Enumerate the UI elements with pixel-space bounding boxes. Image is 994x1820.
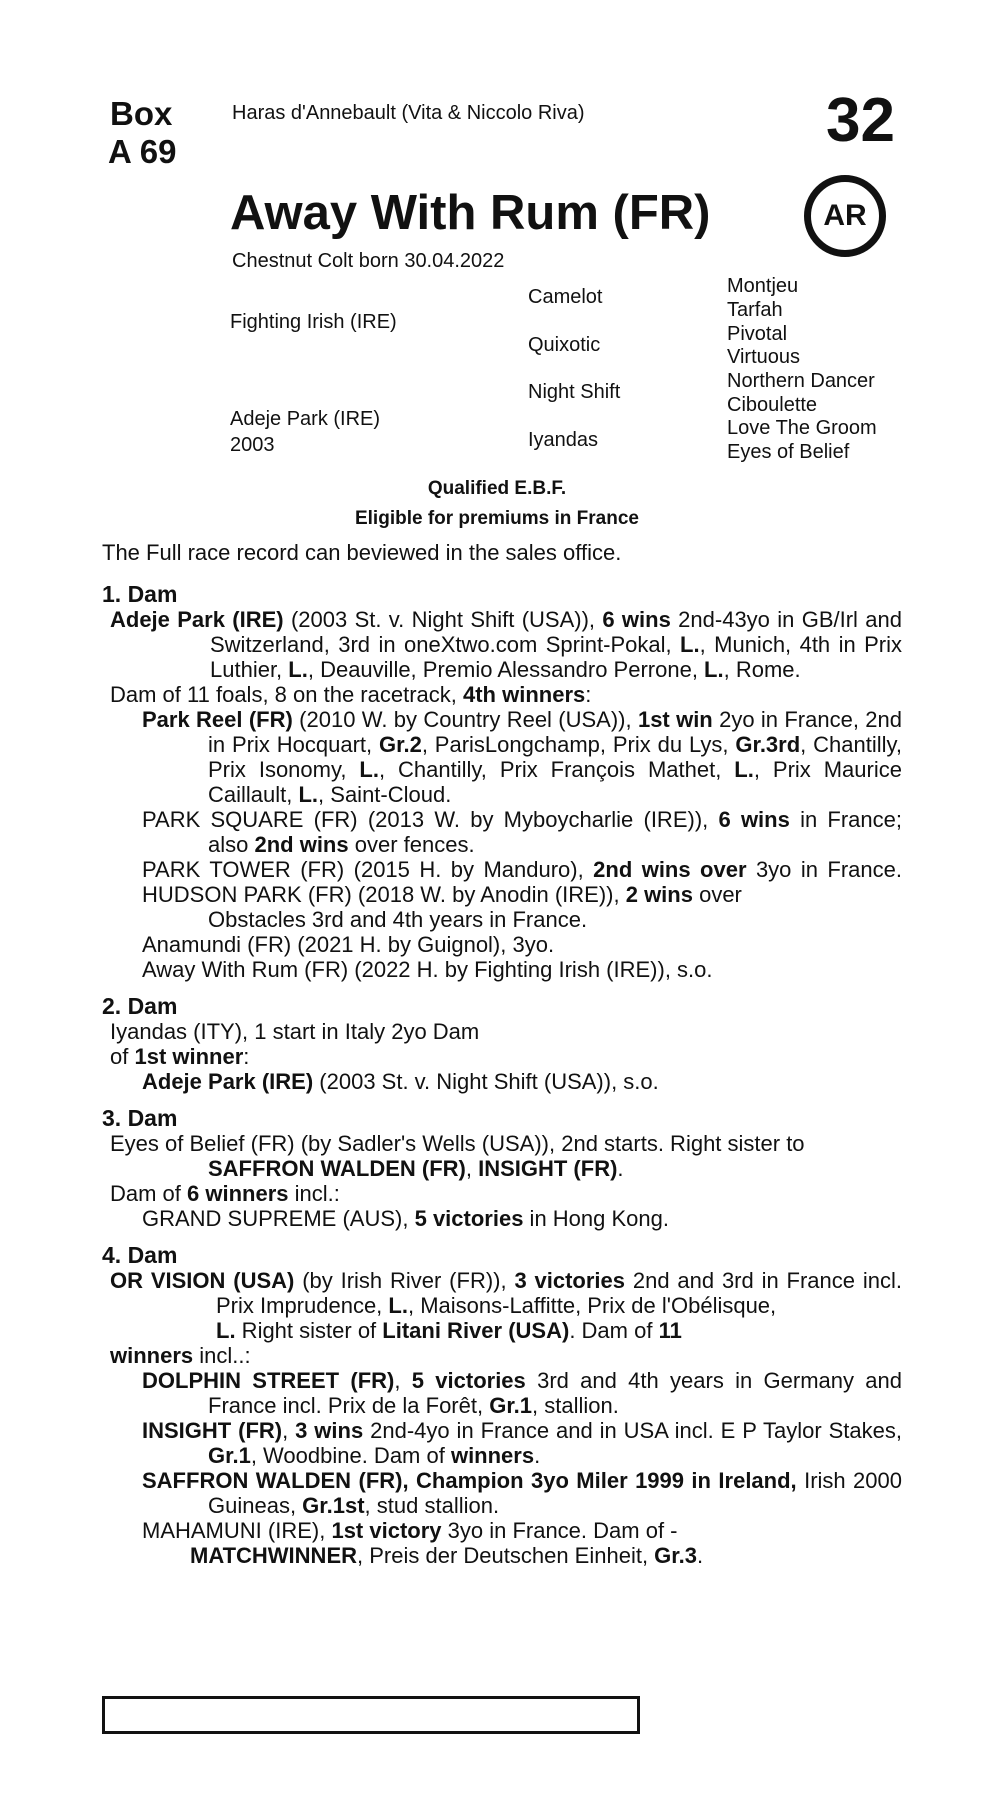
text: MATCHWINNER <box>190 1543 358 1568</box>
ebf-note: Qualified E.B.F. <box>427 478 567 499</box>
pedigree-ggp-1: Montjeu <box>727 275 799 297</box>
text: Gr.3 <box>654 1543 697 1568</box>
pedigree-sire: Fighting Irish (IRE) <box>230 311 397 333</box>
ar-badge-icon <box>804 175 886 257</box>
text: PARK SQUARE (FR) (2013 W. by Myboycharlie (IRE)), <box>142 807 719 832</box>
consignor: Haras d'Annebault (Vita & Niccolo Riva) <box>232 102 585 124</box>
pedigree-ggp-3: Pivotal <box>727 323 788 345</box>
horse-description: Chestnut Colt born 30.04.2022 <box>232 250 505 272</box>
dam1-record <box>102 607 902 682</box>
text: SAFFRON WALDEN (FR) <box>208 1156 466 1181</box>
text: : <box>585 682 592 707</box>
text: , Deauville, Premio Alessandro Perrone, <box>307 657 705 682</box>
text: . <box>696 1543 704 1568</box>
insight-entry <box>102 1418 902 1468</box>
horse-name: Away With Rum (FR) <box>230 186 711 240</box>
text: incl..: <box>193 1343 251 1368</box>
dam3-siblings <box>102 1156 902 1181</box>
text: Gr.1 <box>208 1443 251 1468</box>
text: winners <box>450 1443 535 1468</box>
text: L. <box>680 632 700 657</box>
box-line-2: A 69 <box>108 133 177 170</box>
text: , <box>465 1156 479 1181</box>
text: winners <box>110 1343 194 1368</box>
text: 2nd and 3rd in France incl. Prix Imprudence, <box>216 1268 902 1318</box>
text: Adeje Park (IRE) <box>142 1069 314 1094</box>
text: 11 <box>658 1318 682 1343</box>
lot-number: 32 <box>826 86 895 155</box>
text: Right sister of <box>235 1318 383 1343</box>
text: (2003 St. v. Night Shift (USA)), <box>283 607 603 632</box>
text: , ParisLongchamp, Prix du Lys, <box>421 732 736 757</box>
park-reel-entry <box>102 707 902 807</box>
text: Gr.2 <box>379 732 422 757</box>
anamundi-entry: Anamundi (FR) (2021 H. by Guignol), 3yo. <box>142 932 555 957</box>
text: Park Reel (FR) <box>142 707 293 732</box>
pedigree-gp-1: Camelot <box>528 286 603 308</box>
text: incl.: <box>288 1181 340 1206</box>
text: 3yo in France. HUDSON PARK (FR) (2018 W. by Anodin (IRE)), <box>142 857 902 907</box>
text: Irish 2000 Guineas, <box>208 1468 902 1518</box>
saffron-walden-entry <box>102 1468 902 1518</box>
text: , stallion. <box>532 1393 619 1418</box>
text: L. <box>298 782 319 807</box>
text: 6 winners <box>187 1181 289 1206</box>
text: in Hong Kong. <box>523 1206 669 1231</box>
text: . <box>534 1443 541 1468</box>
dam4-winners <box>102 1343 902 1368</box>
text: of <box>110 1044 135 1069</box>
text: . <box>617 1156 624 1181</box>
text: , stud stallion. <box>364 1493 500 1518</box>
text: 4th winners <box>463 682 586 707</box>
pedigree-ggp-6: Ciboulette <box>727 394 818 416</box>
park-tower-entry <box>102 857 902 907</box>
text: , Prix Maurice Caillault, <box>208 757 902 807</box>
text: 2nd wins over <box>593 857 747 882</box>
pedigree-ggp-5: Northern Dancer <box>727 370 875 392</box>
text: , Munich, 4th in Prix Luthier, <box>210 632 902 682</box>
text: 2nd wins <box>254 832 349 857</box>
pedigree-dam-year: 2003 <box>230 434 275 456</box>
box-label <box>108 95 176 171</box>
dam3-dam-of <box>102 1181 902 1206</box>
text: 2nd-43yo in GB/Irl and Switzerland, 3rd in oneXtwo.com Sprint-Pokal, <box>210 607 902 657</box>
pedigree-ggp-8: Eyes of Belief <box>727 441 850 463</box>
obstacles-line: Obstacles 3rd and 4th years in France. <box>208 907 588 932</box>
text: 6 wins <box>718 807 790 832</box>
text: MAHAMUNI (IRE), <box>142 1518 332 1543</box>
text: 3rd and 4th years in Germany and France incl. Prix de la Forêt, <box>208 1368 903 1418</box>
mahamuni-entry <box>102 1518 902 1543</box>
text: INSIGHT (FR) <box>478 1156 618 1181</box>
grand-supreme-entry <box>102 1206 902 1231</box>
box-line-1: Box <box>110 95 173 132</box>
dam4-heading: 4. Dam <box>102 1242 178 1268</box>
text: , Chantilly, Prix Isonomy, <box>208 732 902 782</box>
matchwinner-entry <box>102 1543 902 1568</box>
text: (by Irish River (FR)), <box>294 1268 515 1293</box>
dam2-produce <box>102 1069 902 1094</box>
text: 1st winner <box>134 1044 244 1069</box>
text: 5 victories <box>411 1368 526 1393</box>
text: Gr.1 <box>489 1393 533 1418</box>
dam3-line1: Eyes of Belief (FR) (by Sadler's Wells (USA)), 2nd starts. Right sister to <box>110 1131 805 1156</box>
badge-text: AR <box>823 199 867 232</box>
text: Gr.1st <box>302 1493 365 1518</box>
text: Dam of 11 foals, 8 on the racetrack, <box>110 682 463 707</box>
park-square-entry <box>102 807 902 857</box>
text: . Dam of <box>569 1318 659 1343</box>
dam2-line1: Iyandas (ITY), 1 start in Italy 2yo Dam <box>110 1019 480 1044</box>
text: (2003 St. v. Night Shift (USA)), s.o. <box>313 1069 659 1094</box>
pedigree-ggp-2: Tarfah <box>727 299 783 321</box>
dam2-heading: 2. Dam <box>102 993 178 1019</box>
text: 2nd-4yo in France and in USA incl. E P Taylor Stakes, <box>363 1418 902 1443</box>
text: GRAND SUPREME (AUS), <box>142 1206 415 1231</box>
text: 1st win <box>637 707 713 732</box>
text: 2 wins <box>625 882 693 907</box>
dam2-line2 <box>102 1044 902 1069</box>
text: , Saint-Cloud. <box>318 782 452 807</box>
text: Dam of <box>110 1181 188 1206</box>
premiums-note: Eligible for premiums in France <box>354 508 639 529</box>
text: , <box>394 1368 412 1393</box>
text: L. <box>734 757 754 782</box>
pedigree-gp-2: Quixotic <box>528 334 601 356</box>
text: 3yo in France. Dam of - <box>441 1518 678 1543</box>
dolphin-street-entry <box>102 1368 902 1418</box>
text: , Maisons-Laffitte, Prix de l'Obélisque, <box>407 1293 777 1318</box>
dam4-record <box>102 1268 902 1318</box>
text: 6 wins <box>602 607 671 632</box>
text: (2010 W. by Country Reel (USA)), <box>292 707 638 732</box>
text: , Preis der Deutschen Einheit, <box>357 1543 655 1568</box>
text: PARK TOWER (FR) (2015 H. by Manduro), <box>142 857 594 882</box>
text: Gr.3rd <box>735 732 801 757</box>
pedigree-gp-3: Night Shift <box>528 381 621 403</box>
text: SAFFRON WALDEN (FR), Champion 3yo Miler 1999 in Ireland, <box>142 1468 797 1493</box>
text: , <box>282 1418 296 1443</box>
text: 3 wins <box>295 1418 364 1443</box>
dam1-name: Adeje Park (IRE) <box>110 607 284 632</box>
dam1-foals <box>102 682 902 707</box>
pedigree-ggp-7: Love The Groom <box>727 417 877 439</box>
text: over fences. <box>348 832 475 857</box>
text: 5 victories <box>414 1206 524 1231</box>
text: L. <box>388 1293 408 1318</box>
text: , Chantilly, Prix François Mathet, <box>378 757 735 782</box>
text: 3 victories <box>514 1268 626 1293</box>
text: INSIGHT (FR) <box>142 1418 283 1443</box>
dam1-heading: 1. Dam <box>102 581 178 607</box>
text: over <box>692 882 742 907</box>
pedigree-dam: Adeje Park (IRE) <box>230 408 381 430</box>
text: L. <box>216 1318 236 1343</box>
text: OR VISION (USA) <box>110 1268 295 1293</box>
text: L. <box>704 657 724 682</box>
text: in France; also <box>208 807 902 857</box>
notes-box <box>102 1696 640 1734</box>
text: L. <box>359 757 379 782</box>
text: L. <box>288 657 308 682</box>
pedigree-ggp-4: Virtuous <box>727 346 801 368</box>
text: Litani River (USA) <box>382 1318 570 1343</box>
text: , Woodbine. Dam of <box>250 1443 451 1468</box>
away-with-rum-entry: Away With Rum (FR) (2022 H. by Fighting Irish (IRE)), s.o. <box>142 957 713 982</box>
text: 2yo in France, 2nd in Prix Hocquart, <box>208 707 902 757</box>
text: : <box>243 1044 250 1069</box>
pedigree-gp-4: Iyandas <box>528 429 599 451</box>
produce-record <box>102 582 902 1568</box>
text: , Rome. <box>723 657 801 682</box>
text: 1st victory <box>331 1518 442 1543</box>
text: DOLPHIN STREET (FR) <box>142 1368 395 1393</box>
full-record-note: The Full race record can beviewed in the sales office. <box>102 540 622 565</box>
dam3-heading: 3. Dam <box>102 1105 178 1131</box>
dam4-sister <box>102 1318 902 1343</box>
